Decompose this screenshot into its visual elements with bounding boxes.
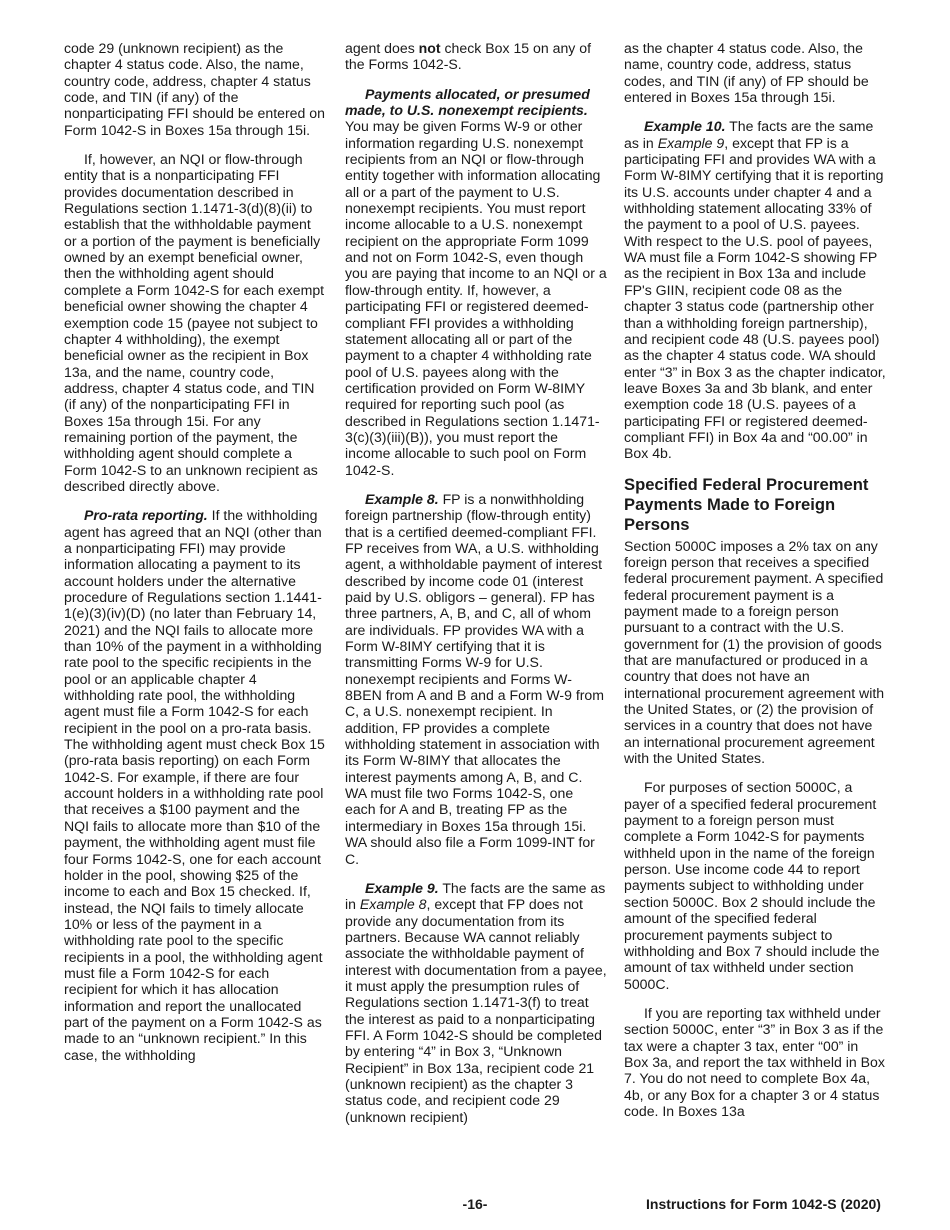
paragraph-text: , except that FP does not provide any documentation from its partners. Because WA cannot reliably associate the withholdable payment of interest with documentation from a payee, it must apply the presumption rules of Regulations section 1.1471-3(f) to treat the interest as paid to a nonparticipating FFI. A Form 1042-S should be completed by entering “4” in Box 3, “Unknown Recipient” in Box 13a, recipient code 21 (unknown recipient) as the chapter 3 status code, and recipient code 29 (unknown recipient) [345,896,607,1125]
paragraph-text: You may be given Forms W-9 or other information regarding U.S. nonexempt recipients from an NQI or flow-through entity together with information allocating all or a part of the payment to U.S. nonexempt recipients. You must report income allocable to a U.S. nonexempt recipient on the appropriate Form 1099 and not on Form 1042-S, even though you are paying that income to an NQI or a flow-through entity. If, however, a participating FFI or registered deemed-compliant FFI provides a withholding statement allocating all or part of the payment to a chapter 4 withholding rate pool of U.S. payees along with the certification provided on Form W-8IMY required for reporting such pool (as described in Regulations section 1.1471-3(c)(3)(iii)(B)), you must report the income allocable to such pool on Form 1042-S. [345,118,607,478]
paragraph: as the chapter 4 status code. Also, the name, country code, address, status codes, and TIN (if any) of FP should be entered in Boxes 15a through 15i. [624,40,869,106]
run-in-heading: Example 8. [365,490,439,507]
column-middle [345,40,607,1138]
paragraph: code 29 (unknown recipient) as the chapter 4 status code. Also, the name, country code, address, chapter 4 status code, and TIN (if any) of the nonparticipating FFI should be entered on Form 1042-S in Boxes 15a through 15i. [64,40,325,138]
document-title: Instructions for Form 1042-S (2020) [646,1196,881,1212]
paragraph [345,40,607,73]
page-number: -16- [462,1196,488,1212]
paragraph-example-10 [624,118,886,461]
run-in-heading: Example 9. [365,879,439,896]
emphasis: not [418,40,441,56]
paragraph-pro-rata [64,507,326,1063]
run-in-heading: Pro-rata reporting. [84,507,208,524]
paragraph-example-8 [345,491,607,867]
paragraph-text: , except that FP is a participating FFI and provides WA with a Form W-8IMY certifying that it is reporting its U.S. accounts under chapter 4 and a withholding statement allocating 33% of the payment to a pool of U.S. payees. With respect to the U.S. pool of payees, WA must file a Form 1042-S showing FP as the recipient in Box 13a and include FP's GIIN, recipient code 08 as the chapter 3 status code (partnership other than a withholding foreign partnership), and recipient code 48 (U.S. payees pool) as the chapter 4 status code. WA should enter “3” in Box 3 as the chapter indicator, leave Boxes 3a and 3b blank, and enter exemption code 18 (U.S. payees of a participating FFI or registered deemed-compliant FFI) in Box 4a and “00.00” in Box 4b. [624,134,886,462]
paragraph-text: FP is a nonwithholding foreign partnership (flow-through entity) that is a certified deemed-compliant FFI. FP receives from WA, a U.S. withholding agent, a withholdable payment of interest described by income code 01 (interest paid by U.S. obligors – general). FP has three partners, A, B, and C, all of whom are individuals. FP provides WA with a Form W-8IMY certifying that it is transmitting Forms W-9 for U.S. nonexempt recipients and Forms W-8BEN from A and B and a Form W-9 from C, a U.S. nonexempt recipient. In addition, FP provides a complete withholding statement in association with its Form W-8IMY that allocates the interest payments among A, B, and C. WA must file two Forms 1042-S, one each for A and B, treating FP as the intermediary in Boxes 15a through 15i. WA should also file a Form 1099-INT for C. [345,490,605,867]
paragraph-payments-allocated [345,86,607,478]
run-in-heading: Example 10. [644,118,726,135]
cross-reference: Example 9 [657,134,725,151]
paragraph-text: If the withholding agent has agreed that an NQI (other than a nonparticipating FFI) may provide information allocating a payment to its account holders under the alternative procedure of Regulations section 1.1441-1(e)(3)(iv)(D) (no later than February 14, 2021) and the NQI fails to allocate more than 10% of the payment in a withholding rate pool to the specific recipients in the pool or an applicable chapter 4 withholding rate pool, the withholding agent must file a Form 1042-S for each recipient in the pool on a pro-rata basis. The withholding agent must check Box 15 (pro-rata basis reporting) on each Form 1042-S. For example, if there are four account holders in a withholding rate pool that receives a $100 payment and the NQI fails to allocate more than $10 of the payment, the withholding agent must file four Forms 1042-S, one for each account holder in the pool, showing $25 of the income to each and Box 15 checked. If, instead, the NQI fails to timely allocate 10% or less of the payment in a withholding rate pool to the specific recipients in a pool, the withholding agent must file a Form 1042-S for each recipient for which it has allocation information and report the unallocated part of the payment on a Form 1042-S as made to an “unknown recipient.” In this case, the withholding [64,507,325,1063]
paragraph: If, however, an NQI or flow-through entity that is a nonparticipating FFI provides documentation described in Regulations section 1.1471-3(d)(8)(ii) to establish that the withholdable payment or a portion of the payment is beneficially owned by an exempt beneficial owner, then the withholding agent should complete a Form 1042-S for each exempt beneficial owner showing the chapter 4 exemption code 15 (payee not subject to chapter 4 withholding), the exempt beneficial owner as the recipient in Box 13a, and the name, country code, address, chapter 4 status code, and TIN (if any) of the nonparticipating FFI in Boxes 15a through 15i. For any remaining portion of the payment, the withholding agent should complete a Form 1042-S to an unknown recipient as described directly above. [64,151,325,494]
paragraph-text: agent does [345,40,419,56]
column-right [624,40,886,1132]
paragraph-text: check Box 15 on any of the Forms 1042-S. [345,40,592,73]
paragraph: For purposes of section 5000C, a payer of a specified federal procurement payment to a foreign person must complete a Form 1042-S for payments withheld upon in the name of the foreign person. Use income code 44 to report payments subject to withholding under section 5000C. Box 2 should include the amount of the specified federal procurement payments subject to withholding and Box 7 should include the amount of tax withheld under section 5000C. [624,779,880,992]
paragraph: Section 5000C imposes a 2% tax on any foreign person that receives a specified federal procurement payment. A specified federal procurement payment is a payment made to a foreign person pursuant to a contract with the U.S. government for (1) the provision of goods that are manufactured or produced in a country that does not have an international procurement agreement with the United States, or (2) the provision of services in a country that does not have an international procurement agreement with the United States. [624,537,885,767]
section-heading: Specified Federal Procurement Payments Made to Foreign Persons [624,474,869,534]
paragraph-example-9 [345,880,607,1125]
paragraph: If you are reporting tax withheld under section 5000C, enter “3” in Box 3 as if the tax were a chapter 3 tax, enter “00” in Box 3a, and report the tax withheld in Box 7. You do not need to complete Box 4a, 4b, or any Box for a chapter 3 or 4 status code. In Boxes 13a [624,1004,885,1119]
run-in-heading: Payments allocated, or presumed made, to U.S. nonexempt recipients. [345,85,590,119]
paragraph-text: The facts are the same as in [624,118,874,151]
cross-reference: Example 8 [359,896,427,913]
column-left [64,40,326,1076]
paragraph-text: The facts are the same as in [345,879,606,913]
